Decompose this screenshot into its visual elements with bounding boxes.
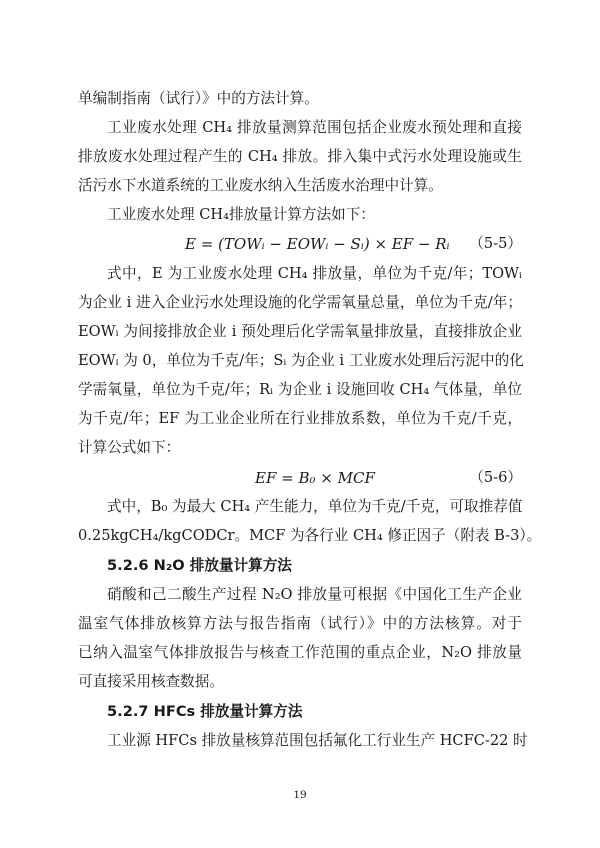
paragraph-line: 计算公式如下： bbox=[78, 439, 181, 456]
paragraph-line: 工业废水处理 CH₄排放量计算方法如下： bbox=[107, 206, 375, 223]
equation-number: （5-6） bbox=[469, 469, 522, 486]
section-heading: 5.2.7 HFCs 排放量计算方法 bbox=[107, 703, 303, 720]
paragraph-line: 工业废水处理 CH₄ 排放量测算范围包括企业废水预处理和直接 bbox=[107, 119, 522, 136]
paragraph-line: 活污水下水道系统的工业废水纳入生活废水治理中计算。 bbox=[78, 177, 443, 194]
paragraph-line: EOWᵢ 为 0，单位为千克/年；Sᵢ 为企业 i 工业废水处理后污泥中的化 bbox=[78, 352, 524, 369]
paragraph-line: 单编制指南（试行）》中的方法计算。 bbox=[78, 90, 319, 107]
equation-number: （5-5） bbox=[469, 235, 522, 252]
equation-5-5: E = (TOWᵢ − EOWᵢ − Sᵢ) × EF − Rᵢ bbox=[185, 235, 450, 253]
equation-5-6: EF = B₀ × MCF bbox=[255, 469, 375, 487]
paragraph-line: 式中，B₀ 为最大 CH₄ 产生能力，单位为千克/千克，可取推荐值 bbox=[107, 498, 523, 515]
paragraph-line: 温室气体排放核算方法与报告指南（试行）》中的方法核算。对于 bbox=[78, 615, 522, 632]
paragraph-line: 0.25kgCH₄/kgCODCr。MCF 为各行业 CH₄ 修正因子（附表 B-3）。 bbox=[78, 527, 542, 544]
paragraph-line: 已纳入温室气体排放报告与核查工作范围的重点企业，N₂O 排放量 bbox=[78, 644, 522, 661]
paragraph-line: 式中，E 为工业废水处理 CH₄ 排放量，单位为千克/年；TOWᵢ bbox=[107, 265, 522, 282]
paragraph-line: 硝酸和己二酸生产过程 N₂O 排放量可根据《中国化工生产企业 bbox=[107, 586, 522, 603]
paragraph-line: 学需氧量，单位为千克/年；Rᵢ 为企业 i 设施回收 CH₄ 气体量，单位 bbox=[78, 381, 522, 398]
section-heading: 5.2.6 N₂O 排放量计算方法 bbox=[107, 557, 292, 574]
paragraph-line: 可直接采用核查数据。 bbox=[78, 673, 224, 690]
paragraph-line: 为企业 i 进入企业污水处理设施的化学需氧量总量，单位为千克/年； bbox=[78, 294, 522, 311]
paragraph-line: 工业源 HFCs 排放量核算范围包括氟化工行业生产 HCFC-22 时 bbox=[107, 732, 528, 749]
paragraph-line: EOWᵢ 为间接排放企业 i 预处理后化学需氧量排放量，直接排放企业 bbox=[78, 323, 522, 340]
page-number: 19 bbox=[293, 789, 307, 801]
paragraph-line: 为千克/年；EF 为工业企业所在行业排放系数，单位为千克/千克， bbox=[78, 410, 522, 427]
paragraph-line: 排放废水处理过程产生的 CH₄ 排放。排入集中式污水处理设施或生 bbox=[78, 148, 522, 165]
